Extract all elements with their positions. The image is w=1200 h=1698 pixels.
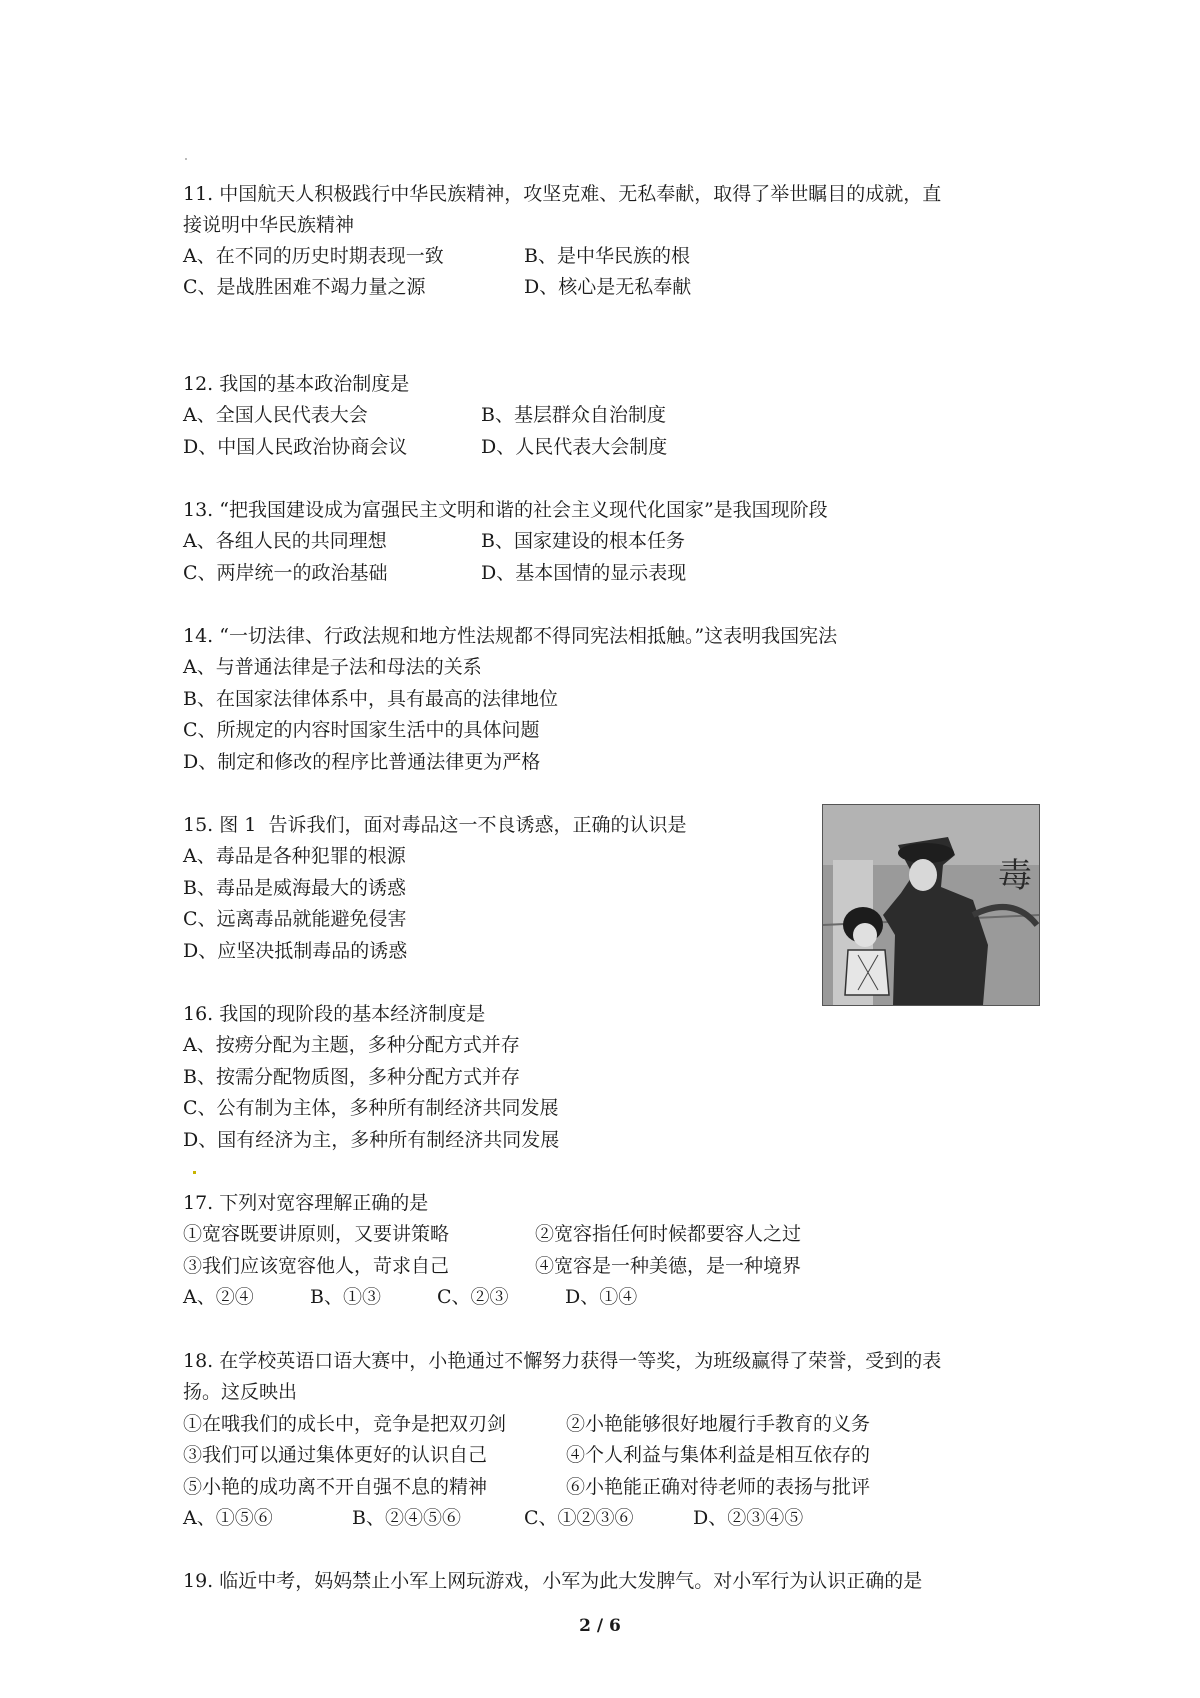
q16-option-a: A、按痨分配为主题，多种分配方式并存 <box>183 1034 520 1056</box>
q18-statement-3: ③我们可以通过集体更好的认识自己 <box>183 1444 488 1466</box>
q11-stem-line1: 11. 中国航天人积极践行中华民族精神，攻坚克难、无私奉献，取得了举世瞩目的成就，直 <box>183 183 942 205</box>
scan-speck <box>185 158 187 160</box>
q18-option-a: A、①⑤⑥ <box>183 1507 273 1529</box>
q11-stem-line2: 接说明中华民族精神 <box>183 214 355 236</box>
q18-stem-line2: 扬。这反映出 <box>183 1381 298 1403</box>
figure-1-drug-illustration <box>822 804 1040 1006</box>
q16-option-b: B、按需分配物质图，多种分配方式并存 <box>183 1066 520 1088</box>
q11-option-d: D、核心是无私奉献 <box>524 276 692 298</box>
q19-stem: 19. 临近中考，妈妈禁止小军上网玩游戏，小军为此大发脾气。对小军行为认识正确的是 <box>183 1570 923 1592</box>
q13-option-a: A、各组人民的共同理想 <box>183 530 387 552</box>
q17-statement-1: ①宽容既要讲原则，又要讲策略 <box>183 1223 450 1245</box>
q14-stem: 14. “一切法律、行政法规和地方性法规都不得同宪法相抵触。”这表明我国宪法 <box>183 625 838 647</box>
q14-option-b: B、在国家法律体系中，具有最高的法律地位 <box>183 688 558 710</box>
q12-option-b: B、基层群众自治制度 <box>481 404 666 426</box>
q16-stem: 16. 我国的现阶段的基本经济制度是 <box>183 1003 486 1025</box>
q17-statement-4: ④宽容是一种美德，是一种境界 <box>535 1255 802 1277</box>
q16-option-c: C、公有制为主体，多种所有制经济共同发展 <box>183 1097 559 1119</box>
q17-option-c: C、②③ <box>437 1286 509 1308</box>
q15-stem: 15. 图 1 告诉我们，面对毒品这一不良诱惑，正确的认识是 <box>183 814 687 836</box>
q11-option-a: A、在不同的历史时期表现一致 <box>183 245 444 267</box>
q16-option-d: D、国有经济为主，多种所有制经济共同发展 <box>183 1129 560 1151</box>
q18-statement-4: ④个人利益与集体利益是相互依存的 <box>566 1444 871 1466</box>
q17-option-d: D、①④ <box>565 1286 638 1308</box>
q14-option-d: D、制定和修改的程序比普通法律更为严格 <box>183 751 541 773</box>
q18-stem-line1: 18. 在学校英语口语大赛中，小艳通过不懈努力获得一等奖，为班级赢得了荣誉，受到的表 <box>183 1350 942 1372</box>
q18-statement-5: ⑤小艳的成功离不开自强不息的精神 <box>183 1476 488 1498</box>
q18-statement-2: ②小艳能够很好地履行手教育的义务 <box>566 1413 871 1435</box>
q18-option-b: B、②④⑤⑥ <box>352 1507 461 1529</box>
q18-statement-6: ⑥小艳能正确对待老师的表扬与批评 <box>566 1476 871 1498</box>
q17-stem: 17. 下列对宽容理解正确的是 <box>183 1192 429 1214</box>
page-number: 2 / 6 <box>579 1616 621 1636</box>
q12-option-d: D、人民代表大会制度 <box>481 436 668 458</box>
q15-option-a: A、毒品是各种犯罪的根源 <box>183 845 406 867</box>
q17-statement-2: ②宽容指任何时候都要容人之过 <box>535 1223 802 1245</box>
figure-1-svg <box>823 805 1039 1005</box>
q12-stem: 12. 我国的基本政治制度是 <box>183 373 410 395</box>
q18-option-c: C、①②③⑥ <box>524 1507 634 1529</box>
q13-stem: 13. “把我国建设成为富强民主文明和谐的社会主义现代化国家”是我国现阶段 <box>183 499 828 521</box>
q15-option-d: D、应坚决抵制毒品的诱惑 <box>183 940 408 962</box>
q17-option-a: A、②④ <box>183 1286 254 1308</box>
q14-option-c: C、所规定的内容时国家生活中的具体问题 <box>183 719 540 741</box>
q15-option-c: C、远离毒品就能避免侵害 <box>183 908 407 930</box>
q14-option-a: A、与普通法律是子法和母法的关系 <box>183 656 482 678</box>
q18-option-d: D、②③④⑤ <box>693 1507 804 1529</box>
q12-option-a: A、全国人民代表大会 <box>183 404 368 426</box>
q18-statement-1: ①在哦我们的成长中，竞争是把双刃剑 <box>183 1413 507 1435</box>
figure-1-character: 毒 <box>998 856 1032 896</box>
scan-speck <box>193 1171 196 1174</box>
q11-option-c: C、是战胜困难不竭力量之源 <box>183 276 426 298</box>
q15-option-b: B、毒品是威海最大的诱惑 <box>183 877 406 899</box>
q17-option-b: B、①③ <box>310 1286 381 1308</box>
q13-option-b: B、国家建设的根本任务 <box>481 530 685 552</box>
q11-option-b: B、是中华民族的根 <box>524 245 690 267</box>
q12-option-c: D、中国人民政治协商会议 <box>183 436 408 458</box>
q17-statement-3: ③我们应该宽容他人，苛求自己 <box>183 1255 450 1277</box>
q13-option-d: D、基本国情的显示表现 <box>481 562 687 584</box>
q13-option-c: C、两岸统一的政治基础 <box>183 562 388 584</box>
